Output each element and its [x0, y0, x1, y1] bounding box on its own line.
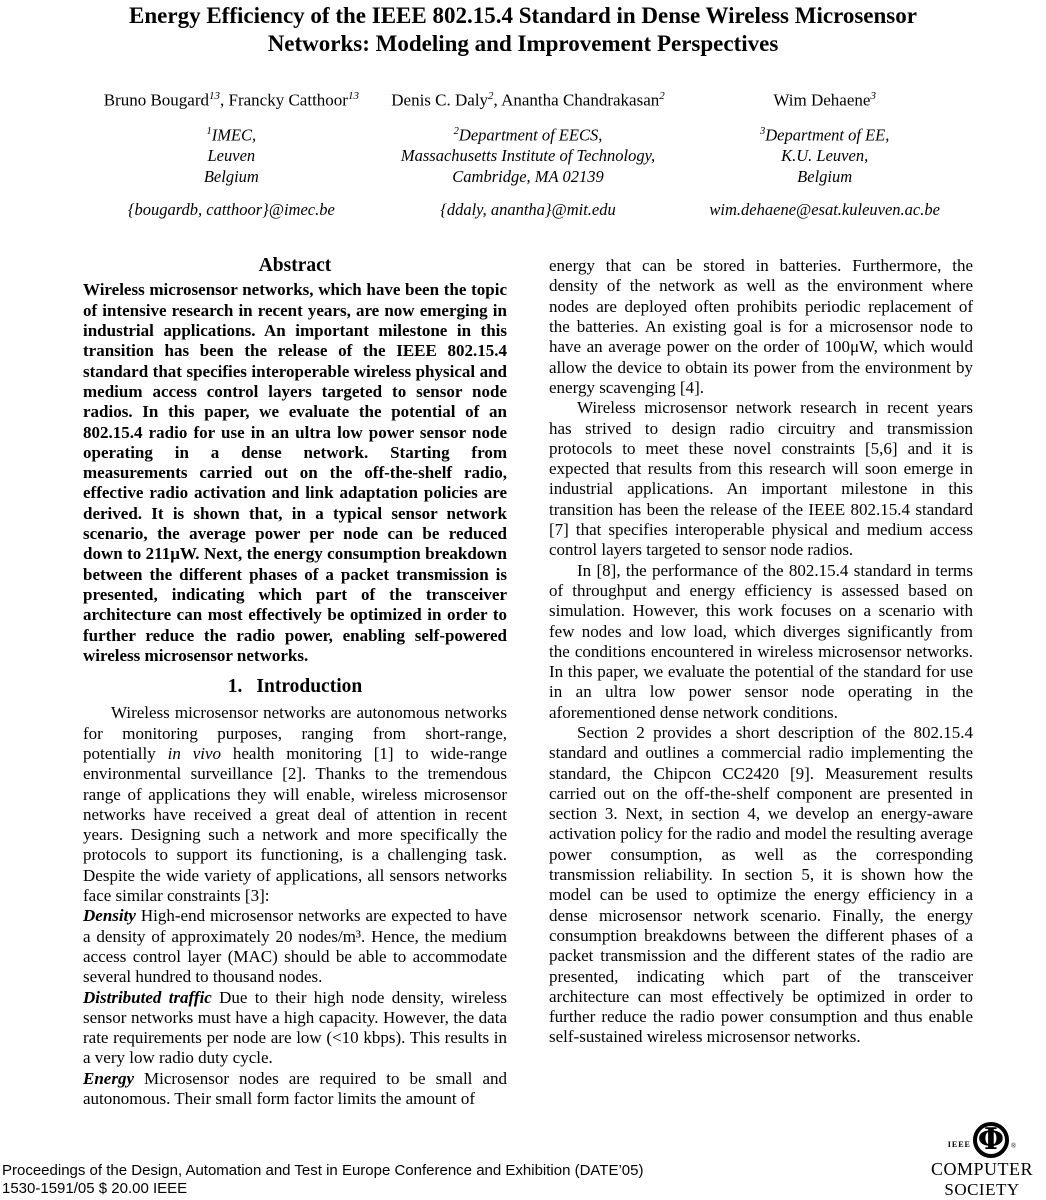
paper-title-line2: Networks: Modeling and Improvement Perspectives	[267, 31, 779, 56]
affiliation-line: Cambridge, MA 02139	[452, 167, 604, 187]
paper-title	[0, 0, 1046, 58]
intro-paragraph-2: Wireless microsensor network research in recent years has strived to design radio circuitry and transmission protocols to meet these novel constraints [5,6] and it is expected that results from this research will soon emerge in industrial applications. An important milestone in this transition has been the release of the IEEE 802.15.4 standard [7] that specifies interoperable physical and medium access control layers targeted to sensor node radios.	[549, 398, 973, 560]
section-number: 1.	[227, 676, 243, 698]
left-column	[83, 256, 507, 1109]
intro-paragraph-continuation: energy that can be stored in batteries. Furthermore, the density of the network as well as the environment where nodes are deployed often prohibits periodic replacement of the batteries. An existing goal is for a microsensor node to have an average power on the order of 100μW, which would allow the device to obtain its power from the environment by energy scavenging [4].	[549, 256, 973, 397]
intro-paragraph-1: Wireless microsensor networks are autonomous networks for monitoring purposes, ranging from short-range, potentially in vivo health monitoring [1] to wide-range environmental surveillance [2]. Thanks to the tremendous range of applications they will enable, wireless microsensor networks have received a great deal of attention in recent years. Designing such a network and more specifically the protocols to support its functioning, is a challenging task. Despite the wide variety of applications, all sensors networks face similar constraints [3]:	[83, 703, 507, 906]
author-superscript: 2	[659, 90, 665, 102]
ieee-label: IEEE	[947, 1140, 971, 1149]
section-title: Introduction	[256, 676, 363, 698]
logo-society-text: SOCIETY	[944, 1180, 1020, 1199]
constraint-item-distributed-traffic: Distributed traffic Due to their high node density, wireless sensor networks must have a high capacity. However, the data rate requirements per node are low (<10 kbps). This results in a very low radio duty cycle.	[83, 987, 507, 1068]
emails-row	[0, 200, 1046, 220]
ieee-computer-society-logo	[926, 1122, 1038, 1200]
authors-row	[0, 90, 1046, 111]
author-name: , Anantha Chandrakasan	[493, 90, 660, 110]
constraint-term: Density	[83, 906, 136, 926]
author-group-1	[83, 90, 380, 111]
affiliation-1	[83, 121, 380, 188]
author-name: Bruno Bougard	[103, 90, 209, 110]
email-address-3: wim.dehaene@esat.kuleuven.ac.be	[709, 200, 940, 220]
abstract-heading: Abstract	[258, 255, 332, 277]
right-column	[549, 256, 973, 1109]
logo-computer-text: COMPUTER	[930, 1159, 1033, 1179]
phi-emblem-icon: Φ	[973, 1122, 1009, 1158]
affiliations-row	[0, 121, 1046, 188]
email-address-1: {bougardb, catthoor}@imec.be	[127, 200, 335, 220]
intro-paragraph-3: In [8], the performance of the 802.15.4 standard in terms of throughput and energy efficiency is assessed based on simulation. However, this work focuses on a scenario with few nodes and low load, which diverges significantly from the conditions encountered in wireless microsensor networks. In this paper, we evaluate the potential of the standard for use in an ultra low power sensor node operating in the aforementioned dense network conditions.	[549, 560, 973, 722]
author-name: Denis C. Daly	[391, 90, 489, 110]
affiliation-line: Leuven	[207, 146, 256, 166]
affiliation-3	[676, 121, 973, 188]
author-name: Wim Dehaene	[773, 90, 871, 110]
affiliation-line: $^3$Department of EE,	[759, 125, 890, 145]
author-group-2	[380, 90, 677, 111]
author-group-3	[676, 90, 973, 111]
author-name: , Francky Catthoor	[220, 90, 348, 110]
constraint-term: Distributed traffic	[83, 987, 212, 1007]
affiliation-line: Belgium	[797, 167, 853, 187]
intro-paragraph-4: Section 2 provides a short description of the 802.15.4 standard and outlines a commercial radio implementing the standard, the Chipcon CC2420 [9]. Measurement results carried out on the off-the-shelf component are presented in section 3. Next, in section 4, we develop an energy-aware activation policy for the radio and model the resulting average power consumption, as well as the corresponding transmission reliability. In section 5, it is shown how the model can be used to optimize the energy efficiency in a dense microsensor network scenario. Finally, the energy consumption breakdowns between the different phases of a packet transmission and the different states of the radio are presented, indicating which part of the transceiver architecture can most effectively be optimized in order to further reduce the radio power consumption and thus enable self-sustained wireless microsensor networks.	[549, 722, 973, 1047]
author-superscript: 2	[488, 90, 494, 102]
author-superscript: 3	[870, 90, 876, 102]
logo-emblem-row	[926, 1122, 1038, 1158]
constraint-term: Energy	[83, 1068, 134, 1088]
footer-proceedings-line: Proceedings of the Design, Automation and Test in Europe Conference and Exhibition (DATE’05)	[2, 1162, 644, 1179]
proceedings-footer	[2, 1162, 644, 1198]
paper-title-line1: Energy Efficiency of the IEEE 802.15.4 Standard in Dense Wireless Microsensor	[129, 3, 917, 28]
section-heading-introduction	[83, 677, 507, 697]
affiliation-line: Belgium	[203, 167, 259, 187]
body-columns	[0, 256, 1046, 1109]
in-vivo-italic: in vivo	[167, 743, 222, 763]
affiliation-line: $^1$IMEC,	[206, 125, 257, 145]
registered-trademark-mark: ®	[1010, 1142, 1017, 1150]
constraint-item-energy: Energy Microsensor nodes are required to be small and autonomous. Their small form factor limits the amount of	[83, 1068, 507, 1109]
affiliation-line: Massachusetts Institute of Technology,	[400, 146, 656, 166]
footer-issn-line: 1530-1591/05 $ 20.00 IEEE	[2, 1180, 188, 1197]
affiliation-2	[380, 121, 677, 188]
affiliation-line: $^2$Department of EECS,	[453, 125, 603, 145]
abstract-text: Wireless microsensor networks, which have been the topic of intensive research in recent years, are now emerging in industrial applications. An important milestone in this transition has been the release of the IEEE 802.15.4 standard that specifies interoperable wireless physical and medium access control layers targeted to sensor node radios. In this paper, we evaluate the potential of an 802.15.4 radio for use in an ultra low power sensor node operating in a dense network. Starting from measurements carried out on the off-the-shelf radio, effective radio activation and link adaptation policies are derived. It is shown that, in a typical sensor network scenario, the average power per node can be reduced down to 211μW. Next, the energy consumption breakdown between the different phases of a packet transmission is presented, indicating which part of the transceiver architecture can most effectively be optimized in order to further reduce the radio power, enabling self-powered wireless microsensor networks.	[83, 280, 507, 665]
affiliation-line: K.U. Leuven,	[781, 146, 869, 166]
author-superscript: 13	[209, 90, 220, 102]
constraint-item-density: Density High-end microsensor networks are expected to have a density of approximately 20 nodes/m³. Hence, the medium access control layer (MAC) should be able to accommodate several hundred to thousand nodes.	[83, 906, 507, 987]
author-superscript: 13	[347, 90, 359, 102]
email-address-2: {ddaly, anantha}@mit.edu	[440, 200, 616, 220]
